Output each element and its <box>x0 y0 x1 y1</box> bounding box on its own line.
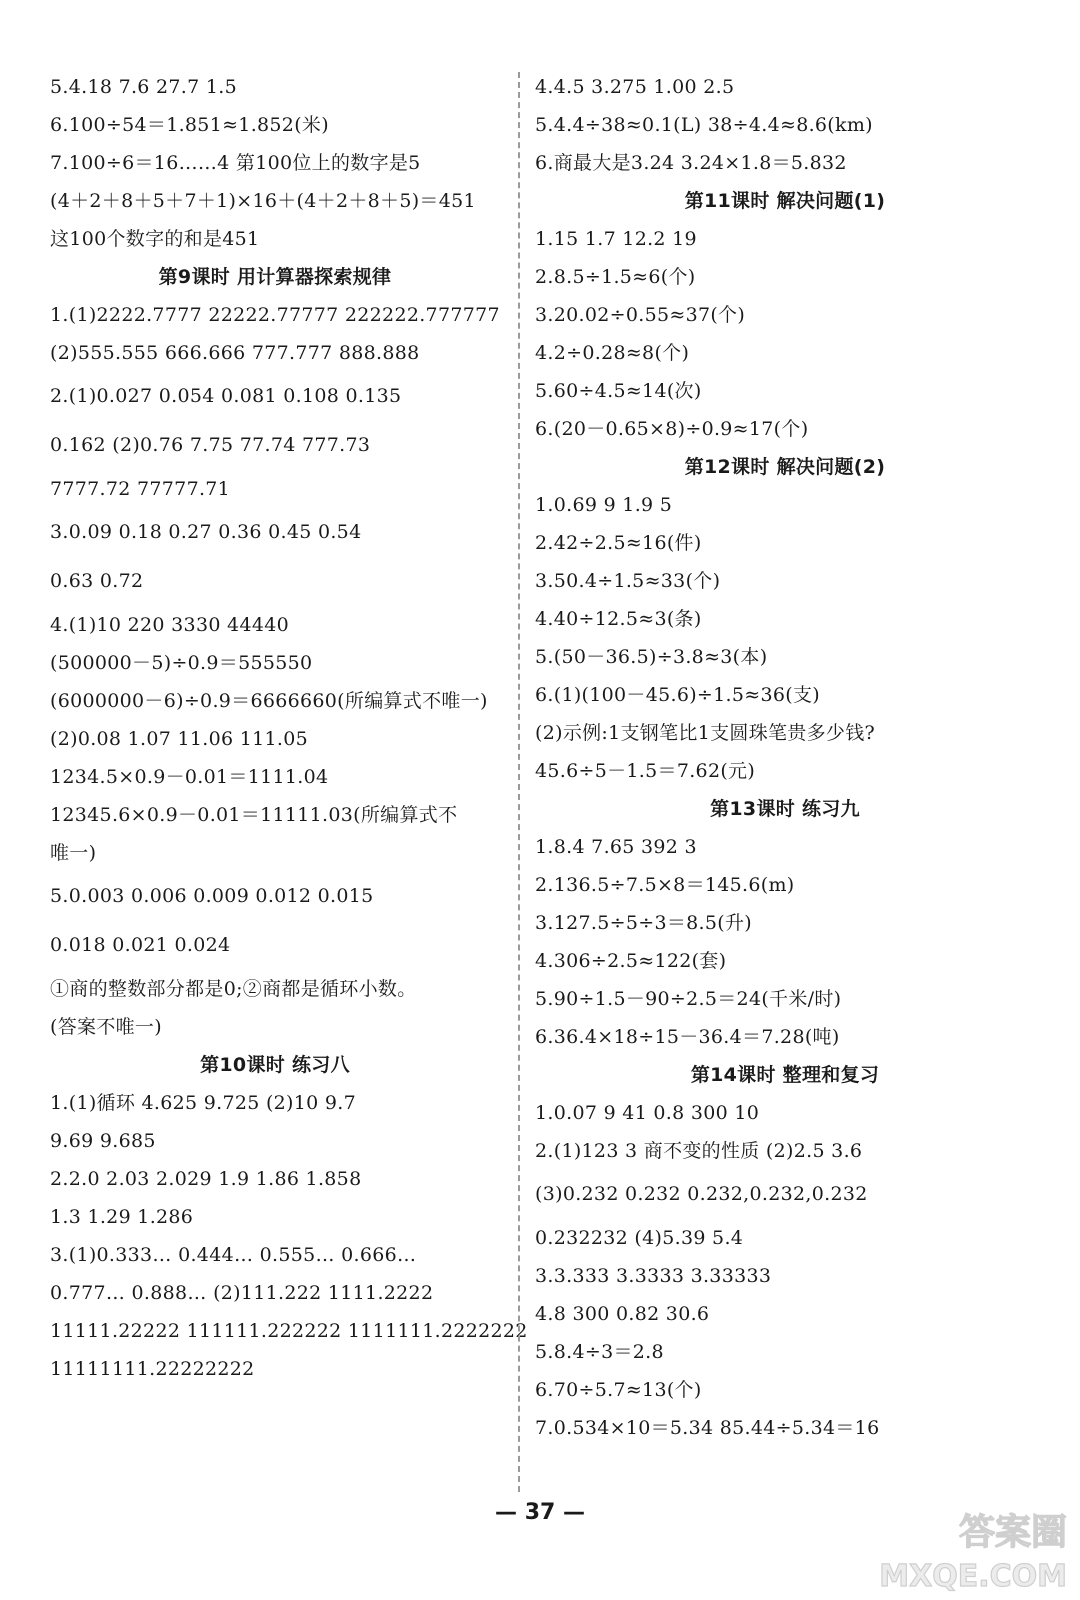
lesson-heading: 第13课时 练习九 <box>710 798 860 820</box>
answer-line: 1234.5×0.9－0.01＝1111.04 <box>50 766 329 788</box>
answer-line: 1.8.4 7.65 392 3 <box>535 836 697 858</box>
answer-line: 3.3.333 3.3333 3.33333 <box>535 1265 772 1287</box>
answer-line: 7777.72 77777.71 <box>50 478 231 500</box>
left-column <box>50 68 528 1388</box>
lesson-heading: 第14课时 整理和复习 <box>690 1064 880 1086</box>
column-divider <box>518 72 521 1492</box>
answer-line: 2.42÷2.5≈16(件) <box>535 532 702 554</box>
answer-line: 4.2÷0.28≈8(个) <box>535 342 690 364</box>
answer-line: 1.0.07 9 41 0.8 300 10 <box>535 1102 760 1124</box>
answer-line: 2.136.5÷7.5×8＝145.6(m) <box>535 874 795 896</box>
answer-line: (6000000－6)÷0.9＝6666660(所编算式不唯一) <box>50 690 488 712</box>
answer-line: 4.306÷2.5≈122(套) <box>535 950 727 972</box>
answer-line: 6.(1)(100－45.6)÷1.5≈36(支) <box>535 684 820 706</box>
answer-line: 4.(1)10 220 3330 44440 <box>50 614 289 636</box>
answer-line: 45.6÷5－1.5＝7.62(元) <box>535 760 756 782</box>
answer-line: 1.15 1.7 12.2 19 <box>535 228 697 250</box>
answer-line: 3.(1)0.333… 0.444… 0.555… 0.666… <box>50 1244 417 1266</box>
answer-line: (3)0.232 0.232 0.232,0.232,0.232 <box>535 1183 868 1205</box>
answer-line: 2.(1)0.027 0.054 0.081 0.108 0.135 <box>50 385 402 407</box>
answer-line: 3.20.02÷0.55≈37(个) <box>535 304 746 326</box>
answer-line: 4.4.5 3.275 1.00 2.5 <box>535 76 735 98</box>
answer-line: 0.162 (2)0.76 7.75 77.74 777.73 <box>50 434 371 456</box>
answer-line: 6.70÷5.7≈13(个) <box>535 1379 702 1401</box>
svg-text:MXQE.COM: MXQE.COM <box>879 1559 1067 1594</box>
answer-line: 3.127.5÷5÷3＝8.5(升) <box>535 912 752 934</box>
answer-line: 6.商最大是3.24 3.24×1.8＝5.832 <box>535 152 847 174</box>
answer-line: (2)示例:1支钢笔比1支圆珠笔贵多少钱? <box>535 722 875 744</box>
right-column <box>535 68 1035 1447</box>
answer-line: 1.(1)循环 4.625 9.725 (2)10 9.7 <box>50 1092 356 1114</box>
answer-line: 9.69 9.685 <box>50 1130 156 1152</box>
answer-line: 0.777… 0.888… (2)111.222 1111.2222 <box>50 1282 434 1304</box>
answer-line: 0.232232 (4)5.39 5.4 <box>535 1227 744 1249</box>
answer-line: 1.(1)2222.7777 22222.77777 222222.777777 <box>50 304 500 326</box>
answer-line: 5.60÷4.5≈14(次) <box>535 380 702 402</box>
answer-line: 6.(20－0.65×8)÷0.9≈17(个) <box>535 418 809 440</box>
answer-line: 6.100÷54＝1.851≈1.852(米) <box>50 114 329 136</box>
lesson-heading: 第10课时 练习八 <box>200 1054 350 1076</box>
answer-line: 12345.6×0.9－0.01＝11111.03(所编算式不 <box>50 804 458 826</box>
answer-line: ①商的整数部分都是0;②商都是循环小数。 <box>50 978 417 1000</box>
answer-line: 11111111.22222222 <box>50 1358 255 1380</box>
svg-text:答案圈: 答案圈 <box>958 1512 1067 1553</box>
answer-line: (4＋2＋8＋5＋7＋1)×16＋(4＋2＋8＋5)＝451 <box>50 190 476 212</box>
answer-line: 3.50.4÷1.5≈33(个) <box>535 570 721 592</box>
answer-line: 5.4.18 7.6 27.7 1.5 <box>50 76 237 98</box>
answer-line: 2.(1)123 3 商不变的性质 (2)2.5 3.6 <box>535 1140 863 1162</box>
answer-line: 2.8.5÷1.5≈6(个) <box>535 266 696 288</box>
answer-line: 这100个数字的和是451 <box>50 228 260 250</box>
answer-line: 5.4.4÷38≈0.1(L) 38÷4.4≈8.6(km) <box>535 114 873 136</box>
answer-line: 0.63 0.72 <box>50 570 144 592</box>
watermark-logo <box>872 1502 1072 1594</box>
answer-line: 4.8 300 0.82 30.6 <box>535 1303 710 1325</box>
answer-line: (500000－5)÷0.9＝555550 <box>50 652 313 674</box>
answer-line: 7.100÷6＝16……4 第100位上的数字是5 <box>50 152 421 174</box>
answer-line: 1.0.69 9 1.9 5 <box>535 494 673 516</box>
answer-line: (答案不唯一) <box>50 1016 162 1038</box>
answer-line: 2.2.0 2.03 2.029 1.9 1.86 1.858 <box>50 1168 362 1190</box>
answer-line: 0.018 0.021 0.024 <box>50 934 231 956</box>
answer-line: 5.90÷1.5－90÷2.5＝24(千米/时) <box>535 988 842 1010</box>
answer-line: 4.40÷12.5≈3(条) <box>535 608 702 630</box>
answer-line: (2)555.555 666.666 777.777 888.888 <box>50 342 420 364</box>
answer-line: (2)0.08 1.07 11.06 111.05 <box>50 728 309 750</box>
lesson-heading: 第9课时 用计算器探索规律 <box>158 266 392 288</box>
answer-line: 11111.22222 111111.222222 1111111.2222222 <box>50 1320 528 1342</box>
answer-line: 5.0.003 0.006 0.009 0.012 0.015 <box>50 885 374 907</box>
answer-line: 唯一) <box>50 842 97 864</box>
answer-line: 7.0.534×10＝5.34 85.44÷5.34＝16 <box>535 1417 880 1439</box>
page-number: — 37 — <box>495 1500 585 1525</box>
answer-line: 1.3 1.29 1.286 <box>50 1206 194 1228</box>
answer-line: 3.0.09 0.18 0.27 0.36 0.45 0.54 <box>50 521 362 543</box>
lesson-heading: 第12课时 解决问题(2) <box>684 456 886 478</box>
answer-line: 6.36.4×18÷15－36.4＝7.28(吨) <box>535 1026 840 1048</box>
lesson-heading: 第11课时 解决问题(1) <box>684 190 886 212</box>
answer-line: 5.(50－36.5)÷3.8≈3(本) <box>535 646 768 668</box>
answer-line: 5.8.4÷3＝2.8 <box>535 1341 664 1363</box>
